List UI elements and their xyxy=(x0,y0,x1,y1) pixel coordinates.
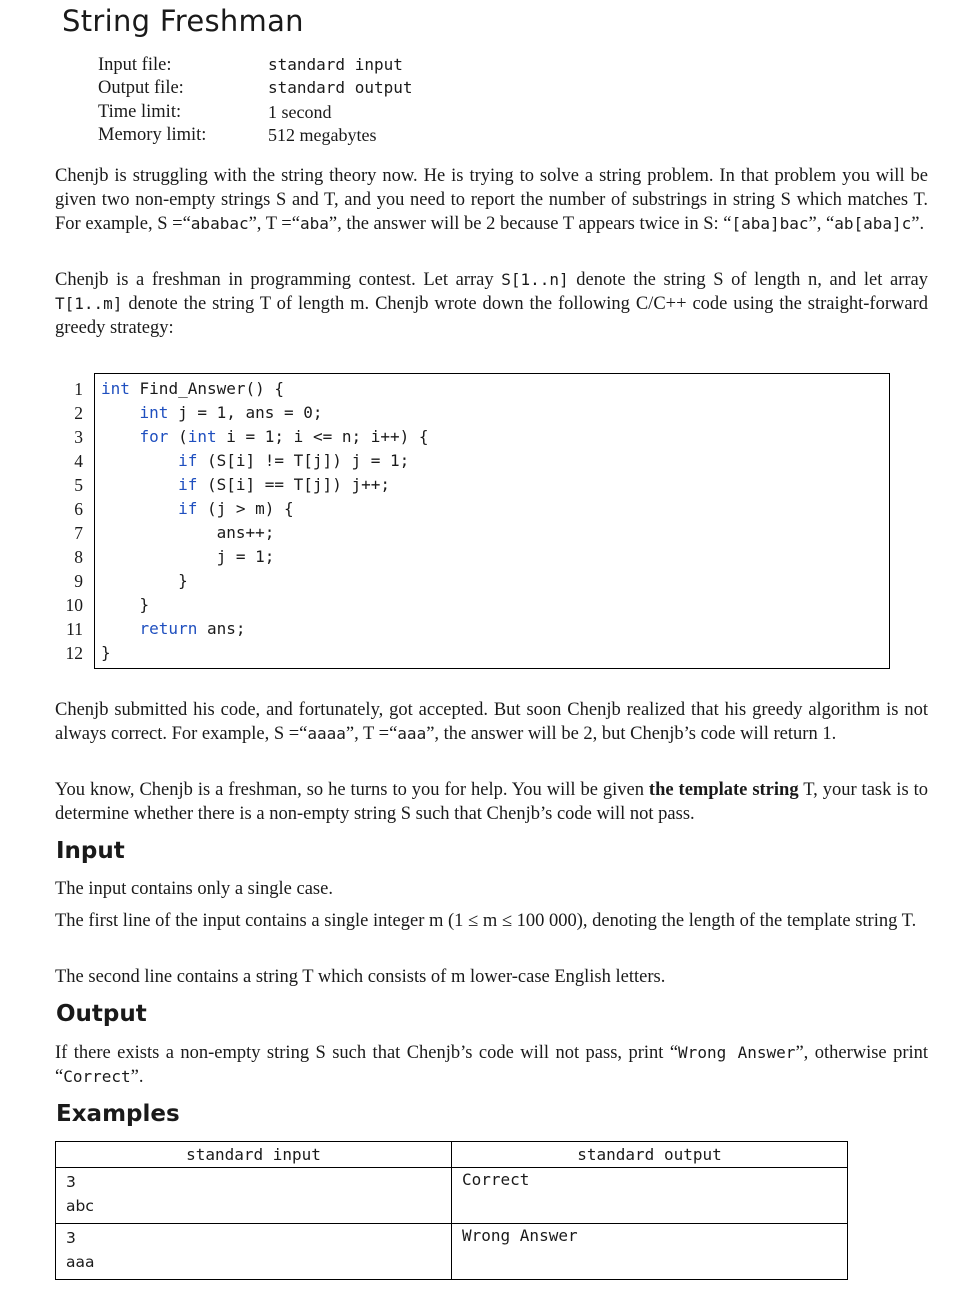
text-segment: You know, Chenjb is a freshman, so he turns to you for help. You will be given xyxy=(55,780,649,800)
text-segment: ”, T =“ xyxy=(248,214,300,234)
code-text: j = 1; xyxy=(101,547,275,566)
code-line xyxy=(101,425,429,449)
code-literal: Wrong Answer xyxy=(678,1043,796,1062)
code-line xyxy=(101,497,429,521)
code-line-number: 12 xyxy=(65,643,83,663)
code-keyword: for xyxy=(139,427,169,446)
code-line-number: 6 xyxy=(74,499,83,519)
code-line-number: 11 xyxy=(66,619,83,639)
code-text xyxy=(101,499,178,518)
text-segment: Chenjb is struggling with the string theory now. He is trying to solve a string problem. In that problem you will be given two non-empty strings S and T, and you need to report the number of substrings in string S which matches T. For example, S =“ xyxy=(55,166,928,234)
code-line-number: 7 xyxy=(74,523,83,543)
code-literal: Correct xyxy=(63,1067,131,1086)
problem-title: String Freshman xyxy=(62,4,304,38)
code-line-numbers xyxy=(55,377,83,665)
text-segment: ”, otherwise print “ xyxy=(55,1043,929,1087)
code-literal: T[1..m] xyxy=(55,294,123,313)
text-segment: If there exists a non-empty string S such that Chenjb’s code will not pass, print “ xyxy=(55,1043,679,1063)
column-header-output: standard output xyxy=(577,1145,722,1164)
statement-paragraph-1 xyxy=(55,164,928,236)
code-keyword: int xyxy=(139,403,169,422)
text-segment: ”. xyxy=(130,1067,144,1087)
code-line-number: 3 xyxy=(74,427,83,447)
limit-label: Output file: xyxy=(98,78,184,99)
text-segment: ”, T =“ xyxy=(345,724,398,744)
limit-row xyxy=(98,124,413,148)
code-text xyxy=(101,475,178,494)
code-line xyxy=(101,401,429,425)
examples-table xyxy=(55,1141,848,1280)
code-listing xyxy=(101,377,429,665)
example-output-cell: Correct xyxy=(462,1170,530,1189)
example-input-cell: 3 abc xyxy=(66,1173,94,1215)
column-header-input: standard input xyxy=(186,1145,321,1164)
code-keyword: return xyxy=(139,619,198,638)
code-line-number: 4 xyxy=(74,451,83,471)
code-line-number: 1 xyxy=(74,379,83,399)
code-text xyxy=(101,427,140,446)
table-divider xyxy=(56,1223,847,1224)
limit-value: standard input xyxy=(268,54,403,74)
code-text xyxy=(101,451,178,470)
limit-row xyxy=(98,77,413,101)
code-text: (S[i] != T[j]) j = 1; xyxy=(197,451,410,470)
input-paragraph-2: The first line of the input contains a single integer m (1 ≤ m ≤ 100 000), denoting the length of the template string T. xyxy=(55,911,917,931)
input-paragraph-3: The second line contains a string T which consists of m lower-case English letters. xyxy=(55,967,666,987)
code-text: Find_Answer() { xyxy=(129,379,285,398)
code-line xyxy=(101,569,429,593)
code-text: j = 1, ans = 0; xyxy=(168,403,323,422)
code-line-number: 9 xyxy=(74,571,83,591)
code-text: (j > m) { xyxy=(197,499,294,518)
text-segment: denote the string S of length n, and let array xyxy=(568,270,928,290)
code-literal: ab[aba]c xyxy=(834,214,912,233)
example-output-cell: Wrong Answer xyxy=(462,1226,578,1245)
code-line xyxy=(101,377,429,401)
code-text: ans++; xyxy=(101,523,275,542)
code-line xyxy=(101,641,429,665)
limit-value: 512 megabytes xyxy=(268,125,377,146)
limit-value: 1 second xyxy=(268,101,332,122)
code-text: i = 1; i <= n; i++) { xyxy=(216,427,429,446)
code-text xyxy=(101,403,140,422)
limit-row xyxy=(98,100,413,124)
statement-paragraph-3 xyxy=(55,698,928,746)
code-literal: aaaa xyxy=(307,724,346,743)
output-heading: Output xyxy=(56,1001,147,1027)
text-segment: T, your task is to determine whether there is a non-empty string S such that Chenjb’s code will not pass. xyxy=(55,780,928,824)
code-line-number: 8 xyxy=(74,547,83,567)
code-text: } xyxy=(101,571,188,590)
code-literal: aba xyxy=(299,214,329,233)
code-line-number: 5 xyxy=(74,475,83,495)
code-literal: aaa xyxy=(397,724,427,743)
limit-label: Time limit: xyxy=(98,101,182,122)
code-text: (S[i] == T[j]) j++; xyxy=(197,475,390,494)
text-segment: ”. xyxy=(911,214,925,234)
text-segment: ”, the answer will be 2, but Chenjb’s code will return 1. xyxy=(426,724,837,744)
code-literal: S[1..n] xyxy=(501,270,569,289)
code-text: ( xyxy=(168,427,188,446)
code-line xyxy=(101,473,429,497)
code-line xyxy=(101,449,429,473)
limit-row xyxy=(98,53,413,77)
code-literal: ababac xyxy=(190,214,249,233)
limit-value: standard output xyxy=(268,78,413,98)
code-text: } xyxy=(101,595,150,614)
input-paragraph-1: The input contains only a single case. xyxy=(55,879,333,899)
text-segment: Chenjb submitted his code, and fortunately, got accepted. But soon Chenjb realized that his greedy algorithm is not always correct. For example, S =“ xyxy=(55,700,928,744)
text-segment: ”, “ xyxy=(808,214,835,234)
code-text: ans; xyxy=(197,619,246,638)
code-keyword: int xyxy=(187,427,217,446)
code-keyword: if xyxy=(178,475,198,494)
code-literal: [aba]bac xyxy=(731,214,809,233)
statement-paragraph-2 xyxy=(55,268,928,340)
code-line xyxy=(101,617,429,641)
output-paragraph xyxy=(55,1041,928,1089)
code-line-number: 2 xyxy=(74,403,83,423)
limits-table xyxy=(98,53,413,147)
text-segment: Chenjb is a freshman in programming contest. Let array xyxy=(55,270,502,290)
code-line xyxy=(101,545,429,569)
statement-paragraph-4 xyxy=(55,778,928,826)
examples-heading: Examples xyxy=(56,1101,180,1127)
code-line xyxy=(101,521,429,545)
code-line-number: 10 xyxy=(65,595,83,615)
code-text xyxy=(101,619,140,638)
code-line xyxy=(101,593,429,617)
limit-label: Input file: xyxy=(98,54,172,75)
text-segment: ”, the answer will be 2 because T appears twice in S: “ xyxy=(328,214,732,234)
example-input-cell: 3 aaa xyxy=(66,1229,95,1271)
code-keyword: if xyxy=(178,451,198,470)
code-text: } xyxy=(101,643,111,662)
table-divider xyxy=(56,1167,847,1168)
text-segment: denote the string T of length m. Chenjb wrote down the following C/C++ code using the straight-forward greedy strategy: xyxy=(55,294,928,338)
code-keyword: if xyxy=(178,499,198,518)
bold-phrase: the template string xyxy=(648,780,799,800)
code-keyword: int xyxy=(101,379,130,398)
input-heading: Input xyxy=(56,838,125,864)
limit-label: Memory limit: xyxy=(98,125,207,146)
